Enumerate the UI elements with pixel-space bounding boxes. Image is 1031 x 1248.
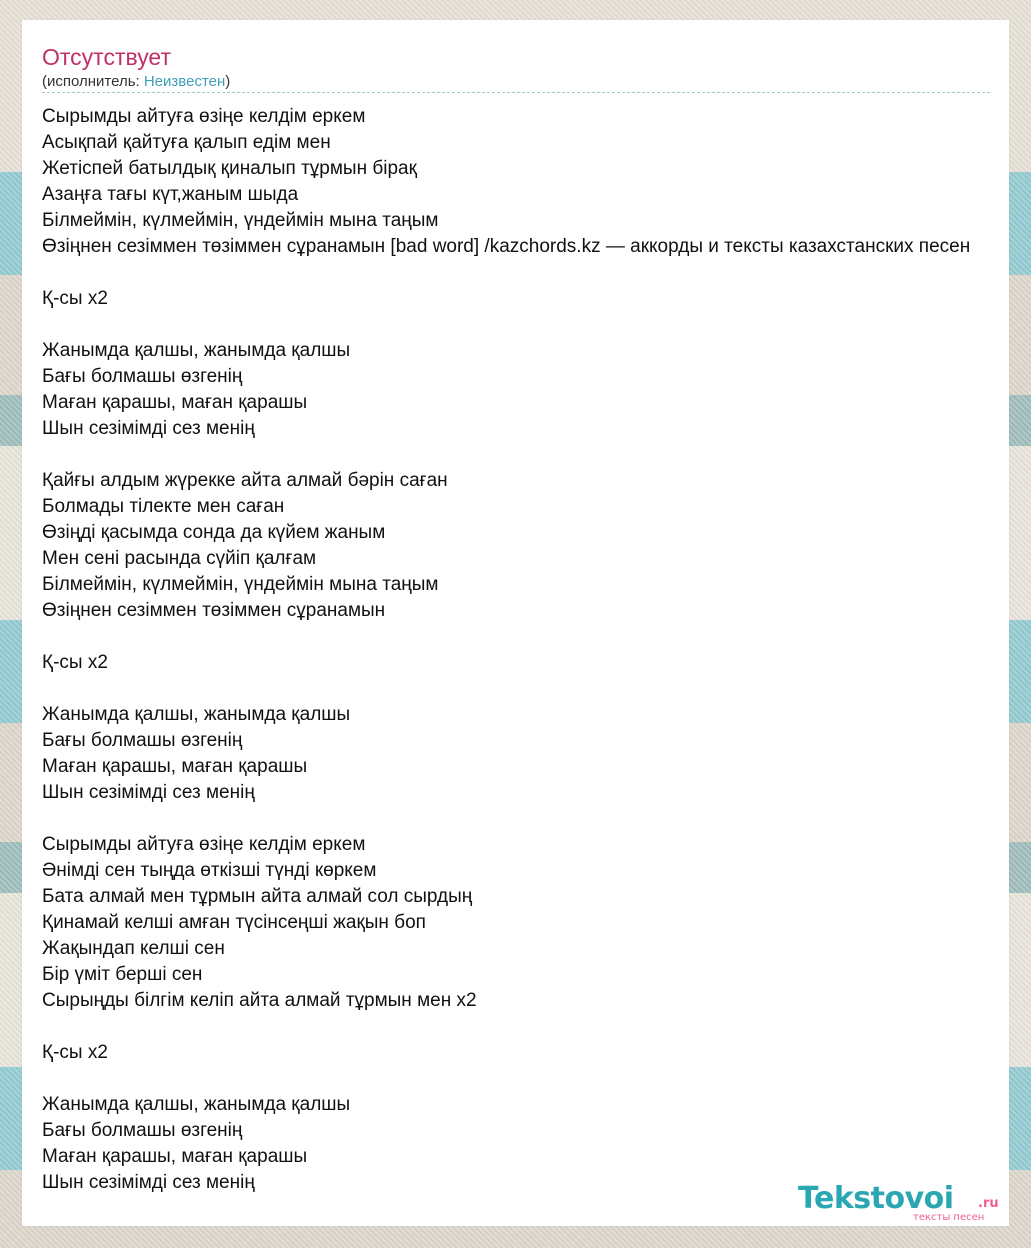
lyric-line: Шын сезімімді сез менің: [42, 418, 255, 439]
lyric-line: Сырыңды білгім келіп айта алмай тұрмын мен х2: [42, 990, 477, 1011]
lyric-line: Өзіңнен сезіммен төзіммен сұранамын [bad word] /kazchords.kz — аккорды и тексты казахстанских песен: [42, 236, 971, 257]
lyrics-text: [42, 104, 1009, 1196]
lyric-line: [42, 1066, 1009, 1092]
lyric-line: Бата алмай мен тұрмын айта алмай сол сырдың: [42, 886, 473, 907]
lyric-line: Бағы болмашы өзгенің: [42, 1120, 243, 1141]
lyric-line: Азаңға тағы күт,жаным шыда: [42, 184, 299, 205]
lyric-line: Өзіңнен сезіммен төзіммен сұранамын: [42, 600, 386, 621]
logo-tagline: тексты песен: [913, 1212, 985, 1223]
lyric-line: Жанымда қалшы, жанымда қалшы: [42, 1094, 351, 1115]
lyric-line: [42, 1014, 1009, 1040]
lyrics-card: [22, 20, 1009, 1226]
lyric-line: Қ-сы х2: [42, 652, 108, 673]
lyric-line: Әнімді сен тыңда өткізші түнді көркем: [42, 860, 377, 881]
lyric-line: Маған қарашы, маған қарашы: [42, 1146, 308, 1167]
lyric-line: Асықпай қайтуға қалып едім мен: [42, 132, 331, 153]
lyric-line: [42, 312, 1009, 338]
lyric-line: Қинамай келші амған түсінсеңші жақын боп: [42, 912, 426, 933]
lyric-line: Мен сені расында сүйіп қалғам: [42, 548, 317, 569]
lyric-line: [42, 260, 1009, 286]
lyric-line: Білмеймін, күлмеймін, үндеймін мына таңым: [42, 574, 439, 595]
lyric-line: Болмады тілекте мен саған: [42, 496, 285, 517]
song-title: Отсутствует: [42, 44, 171, 70]
lyric-line: Қ-сы х2: [42, 288, 108, 309]
artist-suffix: ): [225, 73, 231, 90]
lyric-line: Жанымда қалшы, жанымда қалшы: [42, 340, 351, 361]
lyric-line: Бір үміт берші сен: [42, 964, 203, 985]
lyric-line: [42, 624, 1009, 650]
lyric-line: Шын сезімімді сез менің: [42, 782, 255, 803]
lyric-line: [42, 806, 1009, 832]
title-divider: [42, 92, 990, 93]
lyric-line: Жақындап келші сен: [42, 938, 225, 959]
logo-name: Tekstovoi: [798, 1181, 954, 1216]
lyric-line: Қ-сы х2: [42, 1042, 108, 1063]
lyric-line: Сырымды айтуға өзіңе келдім еркем: [42, 834, 366, 855]
lyric-line: Маған қарашы, маған қарашы: [42, 392, 308, 413]
lyric-line: Жанымда қалшы, жанымда қалшы: [42, 704, 351, 725]
site-logo[interactable]: [798, 1176, 1008, 1226]
lyric-line: Сырымды айтуға өзіңе келдім еркем: [42, 106, 366, 127]
lyric-line: Жетіспей батылдық қиналып тұрмын бірақ: [42, 158, 417, 179]
artist-link[interactable]: Неизвестен: [143, 73, 226, 90]
lyric-line: Бағы болмашы өзгенің: [42, 366, 243, 387]
lyric-line: Білмеймін, күлмеймін, үндеймін мына таңым: [42, 210, 439, 231]
logo-tld: .ru: [978, 1196, 999, 1211]
lyric-line: Бағы болмашы өзгенің: [42, 730, 243, 751]
artist-prefix: (исполнитель:: [42, 73, 144, 90]
lyric-line: Маған қарашы, маған қарашы: [42, 756, 308, 777]
lyric-line: Шын сезімімді сез менің: [42, 1172, 255, 1193]
artist-line: [42, 73, 230, 91]
lyric-line: [42, 676, 1009, 702]
lyric-line: Өзіңді қасымда сонда да күйем жаным: [42, 522, 386, 543]
lyric-line: Қайғы алдым жүрекке айта алмай бәрін саған: [42, 470, 448, 491]
lyric-line: [42, 442, 1009, 468]
